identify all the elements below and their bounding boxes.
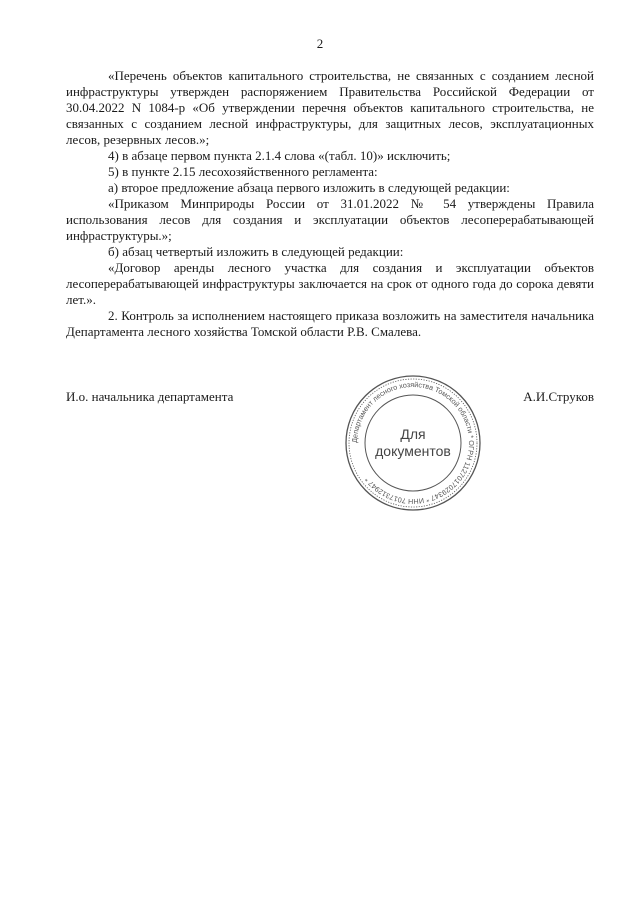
paragraph: б) абзац четвертый изложить в следующей редакции: — [108, 244, 404, 259]
stamp-center-line2: документов — [375, 443, 451, 459]
page-number: 2 — [316, 36, 324, 51]
signatory-title: И.о. начальника департамента — [66, 389, 234, 404]
paragraph: 2. Контроль за исполнением настоящего приказа возложить на заместителя начальника Департамента лесного хозяйства Томской области Р.В. Смалева. — [66, 308, 594, 339]
stamp-center-line1: Для — [400, 426, 426, 442]
paragraph: «Договор аренды лесного участка для создания и эксплуатации объектов лесоперерабатывающей инфраструктуры заключается на срок от одного года до сорока девяти лет.». — [66, 260, 594, 307]
paragraph: «Приказом Минприроды России от 31.01.2022 № 54 утверждены Правила использования лесов для создания и эксплуатации объектов лесоперерабатывающей инфраструктуры.»; — [66, 196, 594, 243]
paragraph: а) второе предложение абзаца первого изложить в следующей редакции: — [108, 180, 510, 195]
paragraph: 4) в абзаце первом пункта 2.1.4 слова «(табл. 10)» исключить; — [108, 148, 451, 163]
official-stamp — [343, 373, 483, 513]
document-body — [66, 68, 594, 340]
stamp-center — [343, 373, 483, 513]
paragraph: «Перечень объектов капитального строительства, не связанных с созданием лесной инфраструктуры утвержден распоряжением Правительства Российской Федерации от 30.04.2022 N 1084-р «Об утверждении перечня объектов капитального строительства, не связанных с созданием лесной инфраструктуры, для защитных лесов, эксплуатационных лесов, резервных лесов.»; — [66, 68, 594, 147]
stamp-ring-text: Департамент лесного хозяйства Томской области * ОГРН 1127017029347 * ИНН 7017312947 * — [349, 379, 477, 507]
signatory-name: А.И.Струков — [523, 389, 594, 404]
paragraph: 5) в пункте 2.15 лесохозяйственного регламента: — [108, 164, 378, 179]
